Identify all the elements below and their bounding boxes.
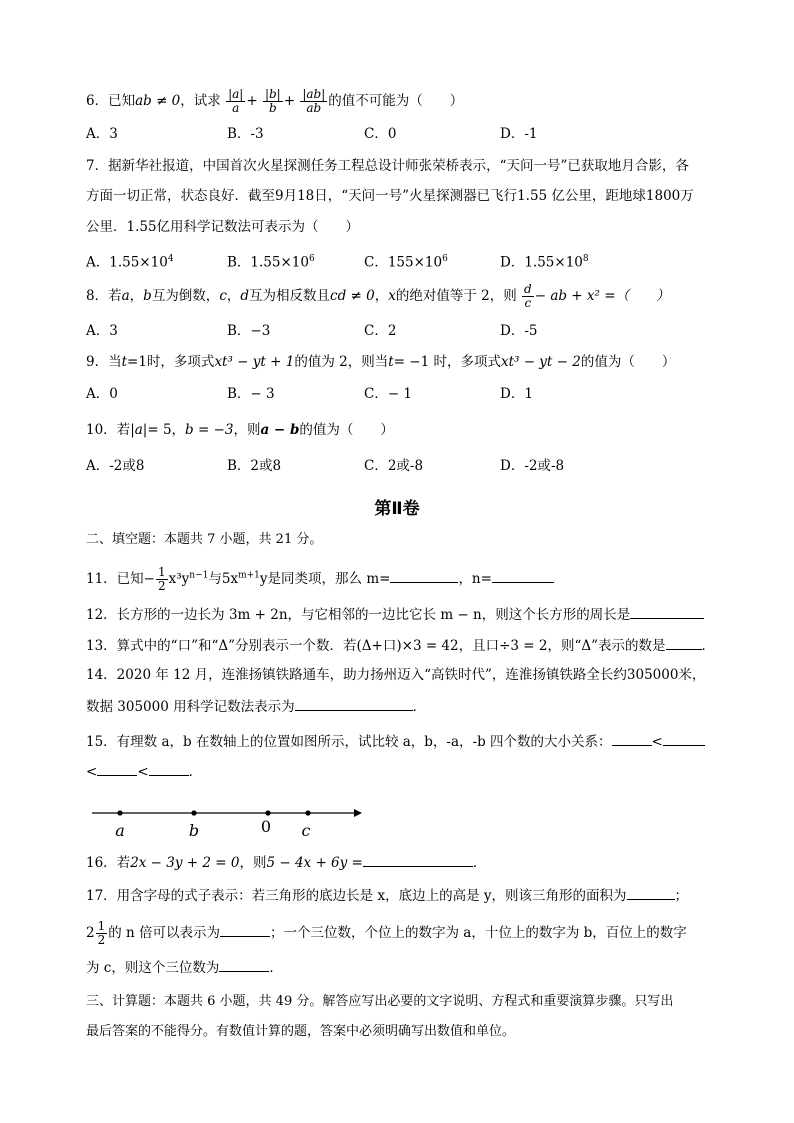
q8-option-d: D．-5 bbox=[500, 323, 538, 339]
answer-blank[interactable] bbox=[295, 696, 413, 711]
q10-option-b: B．2或8 bbox=[227, 458, 282, 474]
q10-option-c: C．2或-8 bbox=[364, 458, 424, 474]
fraction: $\frac{1}{2}$ bbox=[158, 565, 166, 593]
q8-option-b: B．−3 bbox=[227, 323, 271, 339]
number-line-figure bbox=[86, 800, 376, 842]
section-3-line-2: 最后答案的不能得分。有数值计算的题，答案中必须明确写出数值和单位。 bbox=[86, 1024, 516, 1039]
q17-line-3: 为 c，则这个三位数为 ． bbox=[86, 957, 283, 977]
q10-option-d: D．-2或-8 bbox=[500, 458, 565, 474]
q8-option-a: A．3 bbox=[86, 323, 118, 339]
q7-option-d: D．$1.55\times 10^8$ bbox=[500, 254, 589, 271]
answer-blank[interactable] bbox=[390, 568, 458, 583]
answer-blank[interactable] bbox=[97, 761, 137, 776]
answer-blank[interactable] bbox=[363, 852, 473, 867]
q15-line-1: 15．有理数 a，b 在数轴上的位置如图所示，试比较 a，b，-a，-b 四个数的大小关系： < bbox=[86, 731, 705, 751]
q17-line-2: 2 $\frac{1}{2}$ 的 n 倍可以表示为 ；一个三位数，个位上的数字为 a，十位上的数字为 b，百位上的数字 bbox=[86, 919, 687, 947]
q14-line-1: 14．2020 年 12 月，连淮扬镇铁路通车，助力扬州迈入“高铁时代”，连淮扬镇铁路全长约305000米， bbox=[86, 667, 706, 683]
q15-line-2: < < ． bbox=[86, 761, 202, 781]
q7-option-c: C．$155\times 10^6$ bbox=[364, 254, 448, 271]
question-11: 11．已知− $\frac{1}{2}$ $x^3y^{n-1}$与$5x^{m+1}y$是同类项，那么 m= ，n= bbox=[86, 566, 554, 593]
question-16: 16．若2x − 3y + 2 = 0，则5 − 4x + 6y = ． bbox=[86, 852, 486, 872]
answer-blank[interactable] bbox=[220, 922, 270, 937]
label-b: b bbox=[188, 821, 200, 840]
q10-option-a: A．-2或8 bbox=[86, 458, 145, 474]
section-3-line-1: 三、计算题：本题共 6 小题，共 49 分。解答应写出必要的文字说明、方程式和重要演算步骤。只写出 bbox=[86, 994, 674, 1009]
q9-option-a: A．0 bbox=[86, 386, 118, 402]
label-a: a bbox=[115, 821, 125, 840]
answer-blank[interactable] bbox=[627, 885, 675, 900]
q6-condition: ab ≠ 0 bbox=[135, 93, 181, 109]
question-10: 10．若|a|= 5，b = −3，则a − b的值为（ ） bbox=[86, 422, 394, 438]
question-13: 13．算式中的“口”和“Δ”分别表示一个数．若(Δ+口)×3 = 42，且口÷3 = 2，则“Δ”表示的数是 ． bbox=[86, 635, 715, 655]
fraction: $\frac{|ab|}{ab}$ bbox=[302, 87, 326, 115]
q6-option-b: B．-3 bbox=[227, 126, 264, 142]
q8-option-c: C．2 bbox=[364, 323, 397, 339]
answer-blank[interactable] bbox=[612, 731, 652, 746]
q7-line-1: 7．据新华社报道，中国首次火星探测任务工程总设计师张荣桥表示，“天问一号”已获取地月合影，各 bbox=[86, 158, 689, 174]
q7-option-a: A．$1.55\times 10^4$ bbox=[86, 254, 174, 271]
q7-option-b: B．$1.55\times 10^6$ bbox=[227, 254, 315, 271]
answer-blank[interactable] bbox=[663, 731, 705, 746]
q14-line-2: 数据 305000 用科学记数法表示为 ． bbox=[86, 696, 426, 716]
arrow-icon bbox=[354, 809, 362, 817]
answer-blank[interactable] bbox=[630, 604, 704, 619]
section-2-header: 二、填空题：本题共 7 小题，共 21 分。 bbox=[86, 532, 323, 547]
point-0 bbox=[265, 810, 270, 815]
question-6: 6．已知ab ≠ 0，试求 $\frac{|a|}{a}$ + $\frac{|b|}{b}$ + $\frac{|ab|}{ab}$ 的值不可能为（ ） bbox=[86, 87, 464, 115]
label-c: c bbox=[301, 821, 311, 840]
point-b bbox=[191, 810, 196, 815]
answer-blank[interactable] bbox=[149, 761, 189, 776]
question-8: 8．若a，b互为倒数，c，d互为相反数且cd ≠ 0，x的绝对值等于 2，则 $\frac{d}{c}$ − ab + x² =（ ） bbox=[86, 282, 670, 310]
q9-option-d: D．1 bbox=[500, 386, 533, 402]
part-2-title: 第Ⅱ卷 bbox=[374, 499, 420, 519]
point-c bbox=[305, 810, 310, 815]
fraction: $\frac{|a|}{a}$ bbox=[228, 87, 244, 115]
answer-blank[interactable] bbox=[219, 957, 269, 972]
fraction: $\frac{|b|}{b}$ bbox=[264, 87, 281, 115]
q9-option-b: B．− 3 bbox=[227, 386, 275, 402]
question-12: 12．长方形的一边长为 3m + 2n，与它相邻的一边比它长 m − n，则这个长方形的周长是 bbox=[86, 604, 704, 624]
fraction: $\frac{1}{2}$ bbox=[97, 919, 106, 947]
q7-line-2: 方面一切正常，状态良好．截至9月18日，“天问一号”火星探测器已飞行1.55 亿公里，距地球1800万 bbox=[86, 188, 694, 204]
point-a bbox=[117, 810, 122, 815]
q9-option-c: C．− 1 bbox=[364, 386, 413, 402]
label-zero: 0 bbox=[260, 817, 272, 836]
fraction: $\frac{d}{c}$ bbox=[524, 282, 532, 310]
q17-line-1: 17．用含字母的式子表示：若三角形的底边长是 x，底边上的高是 y，则该三角形的面积为 ； bbox=[86, 885, 688, 905]
q6-option-d: D．-1 bbox=[500, 126, 538, 142]
answer-blank[interactable] bbox=[666, 635, 702, 650]
question-9: 9．当t=1时，多项式xt³ − yt + 1的值为 2，则当t= −1 时，多项式xt³ − yt − 2的值为（ ） bbox=[86, 354, 676, 370]
answer-blank[interactable] bbox=[492, 568, 554, 583]
q6-option-c: C．0 bbox=[364, 126, 397, 142]
q6-option-a: A．3 bbox=[86, 126, 118, 142]
q7-line-3: 公里．1.55亿用科学记数法可表示为（ ） bbox=[86, 219, 360, 235]
